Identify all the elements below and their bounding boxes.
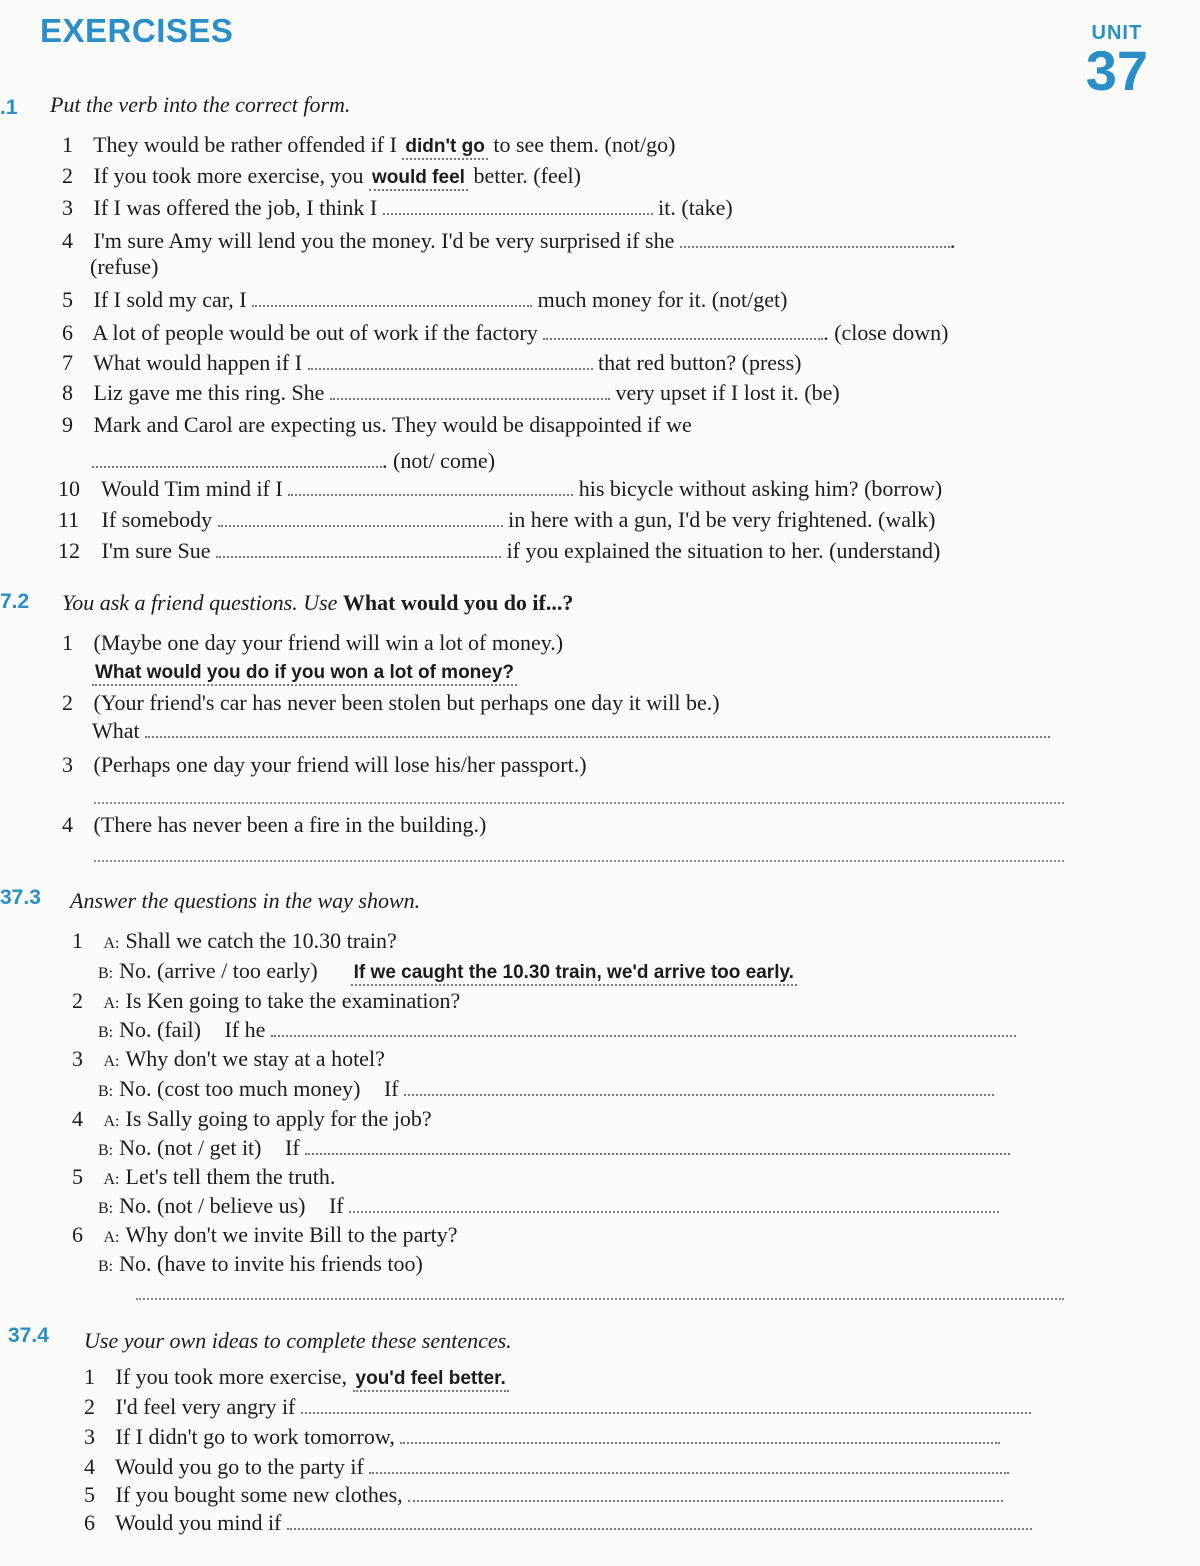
- exercise-2-number: 7.2: [0, 590, 30, 613]
- instruction-pattern: What would you do if...?: [342, 590, 574, 615]
- answer-start: What: [92, 718, 140, 743]
- item-text: If I didn't go to work tomorrow,: [115, 1424, 395, 1449]
- ex3-item: [98, 958, 797, 986]
- item-text: If somebody: [101, 507, 213, 532]
- ex1-item: [62, 380, 840, 406]
- item-number: 1: [62, 630, 73, 655]
- answer-field[interactable]: [308, 352, 593, 370]
- ex2-answer-row: [92, 658, 517, 686]
- ex1-item: [62, 132, 675, 160]
- speaker-a-label: A:: [103, 1229, 120, 1246]
- speaker-a-label: A:: [103, 935, 120, 952]
- ex1-item: [62, 228, 955, 254]
- ex3-item: [98, 1135, 1010, 1161]
- item-text: If I sold my car, I: [93, 287, 247, 312]
- item-number: 6: [72, 1222, 83, 1247]
- item-text: Would you mind if: [115, 1510, 282, 1535]
- item-text: .: [949, 228, 956, 253]
- item-text: I'm sure Amy will lend you the money. I'd be very surprised if she: [93, 228, 675, 253]
- ex2-item: [62, 630, 563, 656]
- item-text: If you took more exercise,: [115, 1364, 348, 1389]
- exercise-1-instruction: Put the verb into the correct form.: [50, 92, 351, 117]
- item-text: better. (feel): [473, 163, 581, 188]
- answer-start: If he: [224, 1017, 266, 1042]
- exercise-3-number: 37.3: [0, 886, 41, 909]
- answer-start: If: [285, 1135, 300, 1160]
- answer-field[interactable]: [218, 509, 503, 527]
- answer-field[interactable]: didn't go: [402, 136, 487, 160]
- ex3-item: [72, 1046, 385, 1072]
- item-text: in here with a gun, I'd be very frightened. (walk): [508, 507, 936, 532]
- item-number: 5: [84, 1482, 95, 1507]
- ex4-item: [84, 1394, 1031, 1420]
- answer-field[interactable]: [305, 1137, 1010, 1155]
- item-number: 2: [84, 1394, 95, 1419]
- item-number: 2: [62, 163, 73, 188]
- exercise-4-instruction: Use your own ideas to complete these sentences.: [84, 1328, 512, 1353]
- item-text: very upset if I lost it. (be): [615, 380, 840, 405]
- item-number: 4: [62, 228, 73, 253]
- question-text: Let's tell them the truth.: [125, 1164, 336, 1189]
- question-text: Is Ken going to take the examination?: [125, 988, 461, 1013]
- answer-field[interactable]: [92, 450, 382, 468]
- item-number: 6: [62, 320, 73, 345]
- speaker-a-label: A:: [103, 1053, 120, 1070]
- ex1-item: [58, 476, 942, 502]
- ex1-item: [62, 320, 948, 346]
- answer-field[interactable]: [404, 1078, 994, 1096]
- item-text: A lot of people would be out of work if the factory: [92, 320, 538, 345]
- item-number: 2: [72, 988, 83, 1013]
- answer-field[interactable]: [680, 230, 950, 248]
- item-number: 8: [62, 380, 73, 405]
- unit-number: 37: [1085, 39, 1148, 102]
- unit-label: UNIT: [1091, 22, 1143, 44]
- ex3-item: [98, 1193, 999, 1219]
- item-number: 5: [72, 1164, 83, 1189]
- ex1-item: [62, 350, 801, 376]
- item-text: much money for it. (not/get): [537, 287, 788, 312]
- answer-field[interactable]: [287, 1512, 1032, 1530]
- ex1-item: [62, 195, 733, 221]
- ex2-answer-row: [92, 718, 1050, 744]
- answer-field[interactable]: would feel: [369, 167, 468, 191]
- ex4-item: [84, 1454, 1009, 1480]
- item-number: 4: [72, 1106, 83, 1131]
- speaker-a-label: A:: [103, 995, 120, 1012]
- answer-field[interactable]: [543, 322, 823, 340]
- answer-field[interactable]: [301, 1396, 1031, 1414]
- ex3-item: [72, 988, 460, 1014]
- item-text: . (close down): [823, 320, 949, 345]
- answer-field[interactable]: If we caught the 10.30 train, we'd arrive too early.: [351, 962, 797, 986]
- ex3-item: [98, 1251, 423, 1277]
- answer-field[interactable]: [136, 1296, 1064, 1300]
- answer-field[interactable]: [271, 1019, 1016, 1037]
- item-text: (Perhaps one day your friend will lose his/her passport.): [93, 752, 587, 777]
- answer-field[interactable]: [330, 382, 610, 400]
- answer-field[interactable]: [369, 1456, 1009, 1474]
- ex4-item: [84, 1510, 1032, 1536]
- item-number: 5: [62, 287, 73, 312]
- item-text: If I was offered the job, I think I: [93, 195, 378, 220]
- item-number: 3: [72, 1046, 83, 1071]
- ex1-item: [62, 287, 787, 313]
- exercise-3-instruction: Answer the questions in the way shown.: [70, 888, 421, 913]
- item-text: to see them. (not/go): [493, 132, 676, 157]
- ex4-item: [84, 1424, 1000, 1450]
- item-number: 1: [62, 132, 73, 157]
- answer-field[interactable]: [252, 289, 532, 307]
- prompt-text: No. (not / get it): [119, 1135, 262, 1160]
- prompt-text: No. (not / believe us): [119, 1193, 306, 1218]
- item-text: (There has never been a fire in the building.): [93, 812, 487, 837]
- item-number: 3: [62, 752, 73, 777]
- item-number: 12: [58, 538, 80, 563]
- speaker-b-label: B:: [98, 965, 114, 982]
- item-number: 2: [62, 690, 73, 715]
- answer-start: If: [328, 1193, 344, 1218]
- ex1-item: [62, 412, 692, 438]
- item-text: Would Tim mind if I: [101, 476, 283, 501]
- item-text: Mark and Carol are expecting us. They would be disappointed if we: [93, 412, 692, 437]
- item-text: Would you go to the party if: [115, 1454, 364, 1479]
- ex4-item: [84, 1364, 509, 1392]
- ex3-item: [72, 1106, 432, 1132]
- answer-start: If: [383, 1076, 399, 1101]
- instruction-text: You ask a friend questions. Use: [62, 590, 338, 615]
- speaker-b-label: B:: [98, 1200, 114, 1217]
- item-text: (Your friend's car has never been stolen but perhaps one day it will be.): [93, 690, 720, 715]
- ex1-item: [58, 507, 935, 533]
- speaker-b-label: B:: [98, 1024, 114, 1041]
- item-text: If you bought some new clothes,: [115, 1482, 403, 1507]
- item-number: 7: [62, 350, 73, 375]
- item-text: I'm sure Sue: [101, 538, 211, 563]
- question-text: Shall we catch the 10.30 train?: [125, 928, 397, 953]
- exercise-1-number: .1: [0, 96, 18, 119]
- ex1-item-continuation: [92, 448, 495, 474]
- item-text: his bicycle without asking him? (borrow): [578, 476, 943, 501]
- item-number: 3: [62, 195, 73, 220]
- item-text: if you explained the situation to her. (understand): [506, 538, 941, 563]
- prompt-text: No. (have to invite his friends too): [119, 1251, 423, 1276]
- exercise-2-instruction: [62, 590, 573, 616]
- item-number: 4: [84, 1454, 95, 1479]
- item-number: 11: [58, 507, 80, 532]
- answer-field[interactable]: What would you do if you won a lot of money?: [92, 662, 517, 686]
- item-number: 1: [84, 1364, 95, 1389]
- item-text: (Maybe one day your friend will win a lot of money.): [93, 630, 564, 655]
- speaker-a-label: A:: [103, 1113, 120, 1130]
- item-number: 1: [72, 928, 83, 953]
- ex2-item: [62, 752, 587, 778]
- ex1-item: [62, 163, 581, 191]
- exercise-4-number: 37.4: [8, 1324, 49, 1347]
- item-text: that red button? (press): [598, 350, 802, 375]
- answer-field[interactable]: [383, 197, 653, 215]
- item-number: 10: [58, 476, 80, 501]
- answer-field[interactable]: [408, 1484, 1003, 1502]
- speaker-b-label: B:: [98, 1142, 114, 1159]
- ex1-item: [58, 538, 940, 564]
- speaker-a-label: A:: [103, 1171, 120, 1188]
- item-number: 4: [62, 812, 73, 837]
- ex4-item: [84, 1482, 1003, 1508]
- item-text: . (not/ come): [382, 448, 496, 473]
- answer-field[interactable]: [94, 858, 1064, 862]
- answer-field[interactable]: you'd feel better.: [353, 1368, 509, 1392]
- answer-field[interactable]: [94, 800, 1064, 804]
- ex3-item: [72, 1164, 335, 1190]
- speaker-b-label: B:: [98, 1258, 114, 1275]
- ex3-item: [98, 1017, 1016, 1043]
- ex2-item: [62, 690, 720, 716]
- answer-field[interactable]: [216, 540, 501, 558]
- item-number: 6: [84, 1510, 95, 1535]
- item-number: 3: [84, 1424, 95, 1449]
- speaker-b-label: B:: [98, 1083, 114, 1100]
- question-text: Why don't we stay at a hotel?: [125, 1046, 385, 1071]
- item-text: I'd feel very angry if: [115, 1394, 296, 1419]
- item-text: What would happen if I: [93, 350, 303, 375]
- item-text: it. (take): [658, 195, 733, 220]
- answer-field[interactable]: [288, 478, 573, 496]
- answer-field[interactable]: [145, 720, 1050, 738]
- item-text: Liz gave me this ring. She: [93, 380, 325, 405]
- item-text: They would be rather offended if I: [93, 132, 397, 157]
- prompt-text: No. (cost too much money): [119, 1076, 361, 1101]
- ex3-item: [72, 1222, 458, 1248]
- page-title: EXERCISES: [40, 12, 234, 49]
- answer-field[interactable]: [400, 1426, 1000, 1444]
- item-text: If you took more exercise, you: [93, 163, 364, 188]
- ex2-item: [62, 812, 486, 838]
- ex3-item: [98, 1076, 994, 1102]
- question-text: Why don't we invite Bill to the party?: [125, 1222, 458, 1247]
- question-text: Is Sally going to apply for the job?: [125, 1106, 432, 1131]
- unit-badge: [1085, 22, 1148, 102]
- item-number: 9: [62, 412, 73, 437]
- prompt-text: No. (arrive / too early): [119, 958, 318, 983]
- answer-field[interactable]: [349, 1195, 999, 1213]
- ex1-item-continuation: (refuse): [90, 254, 159, 279]
- prompt-text: No. (fail): [119, 1017, 201, 1042]
- ex3-item: [72, 928, 397, 954]
